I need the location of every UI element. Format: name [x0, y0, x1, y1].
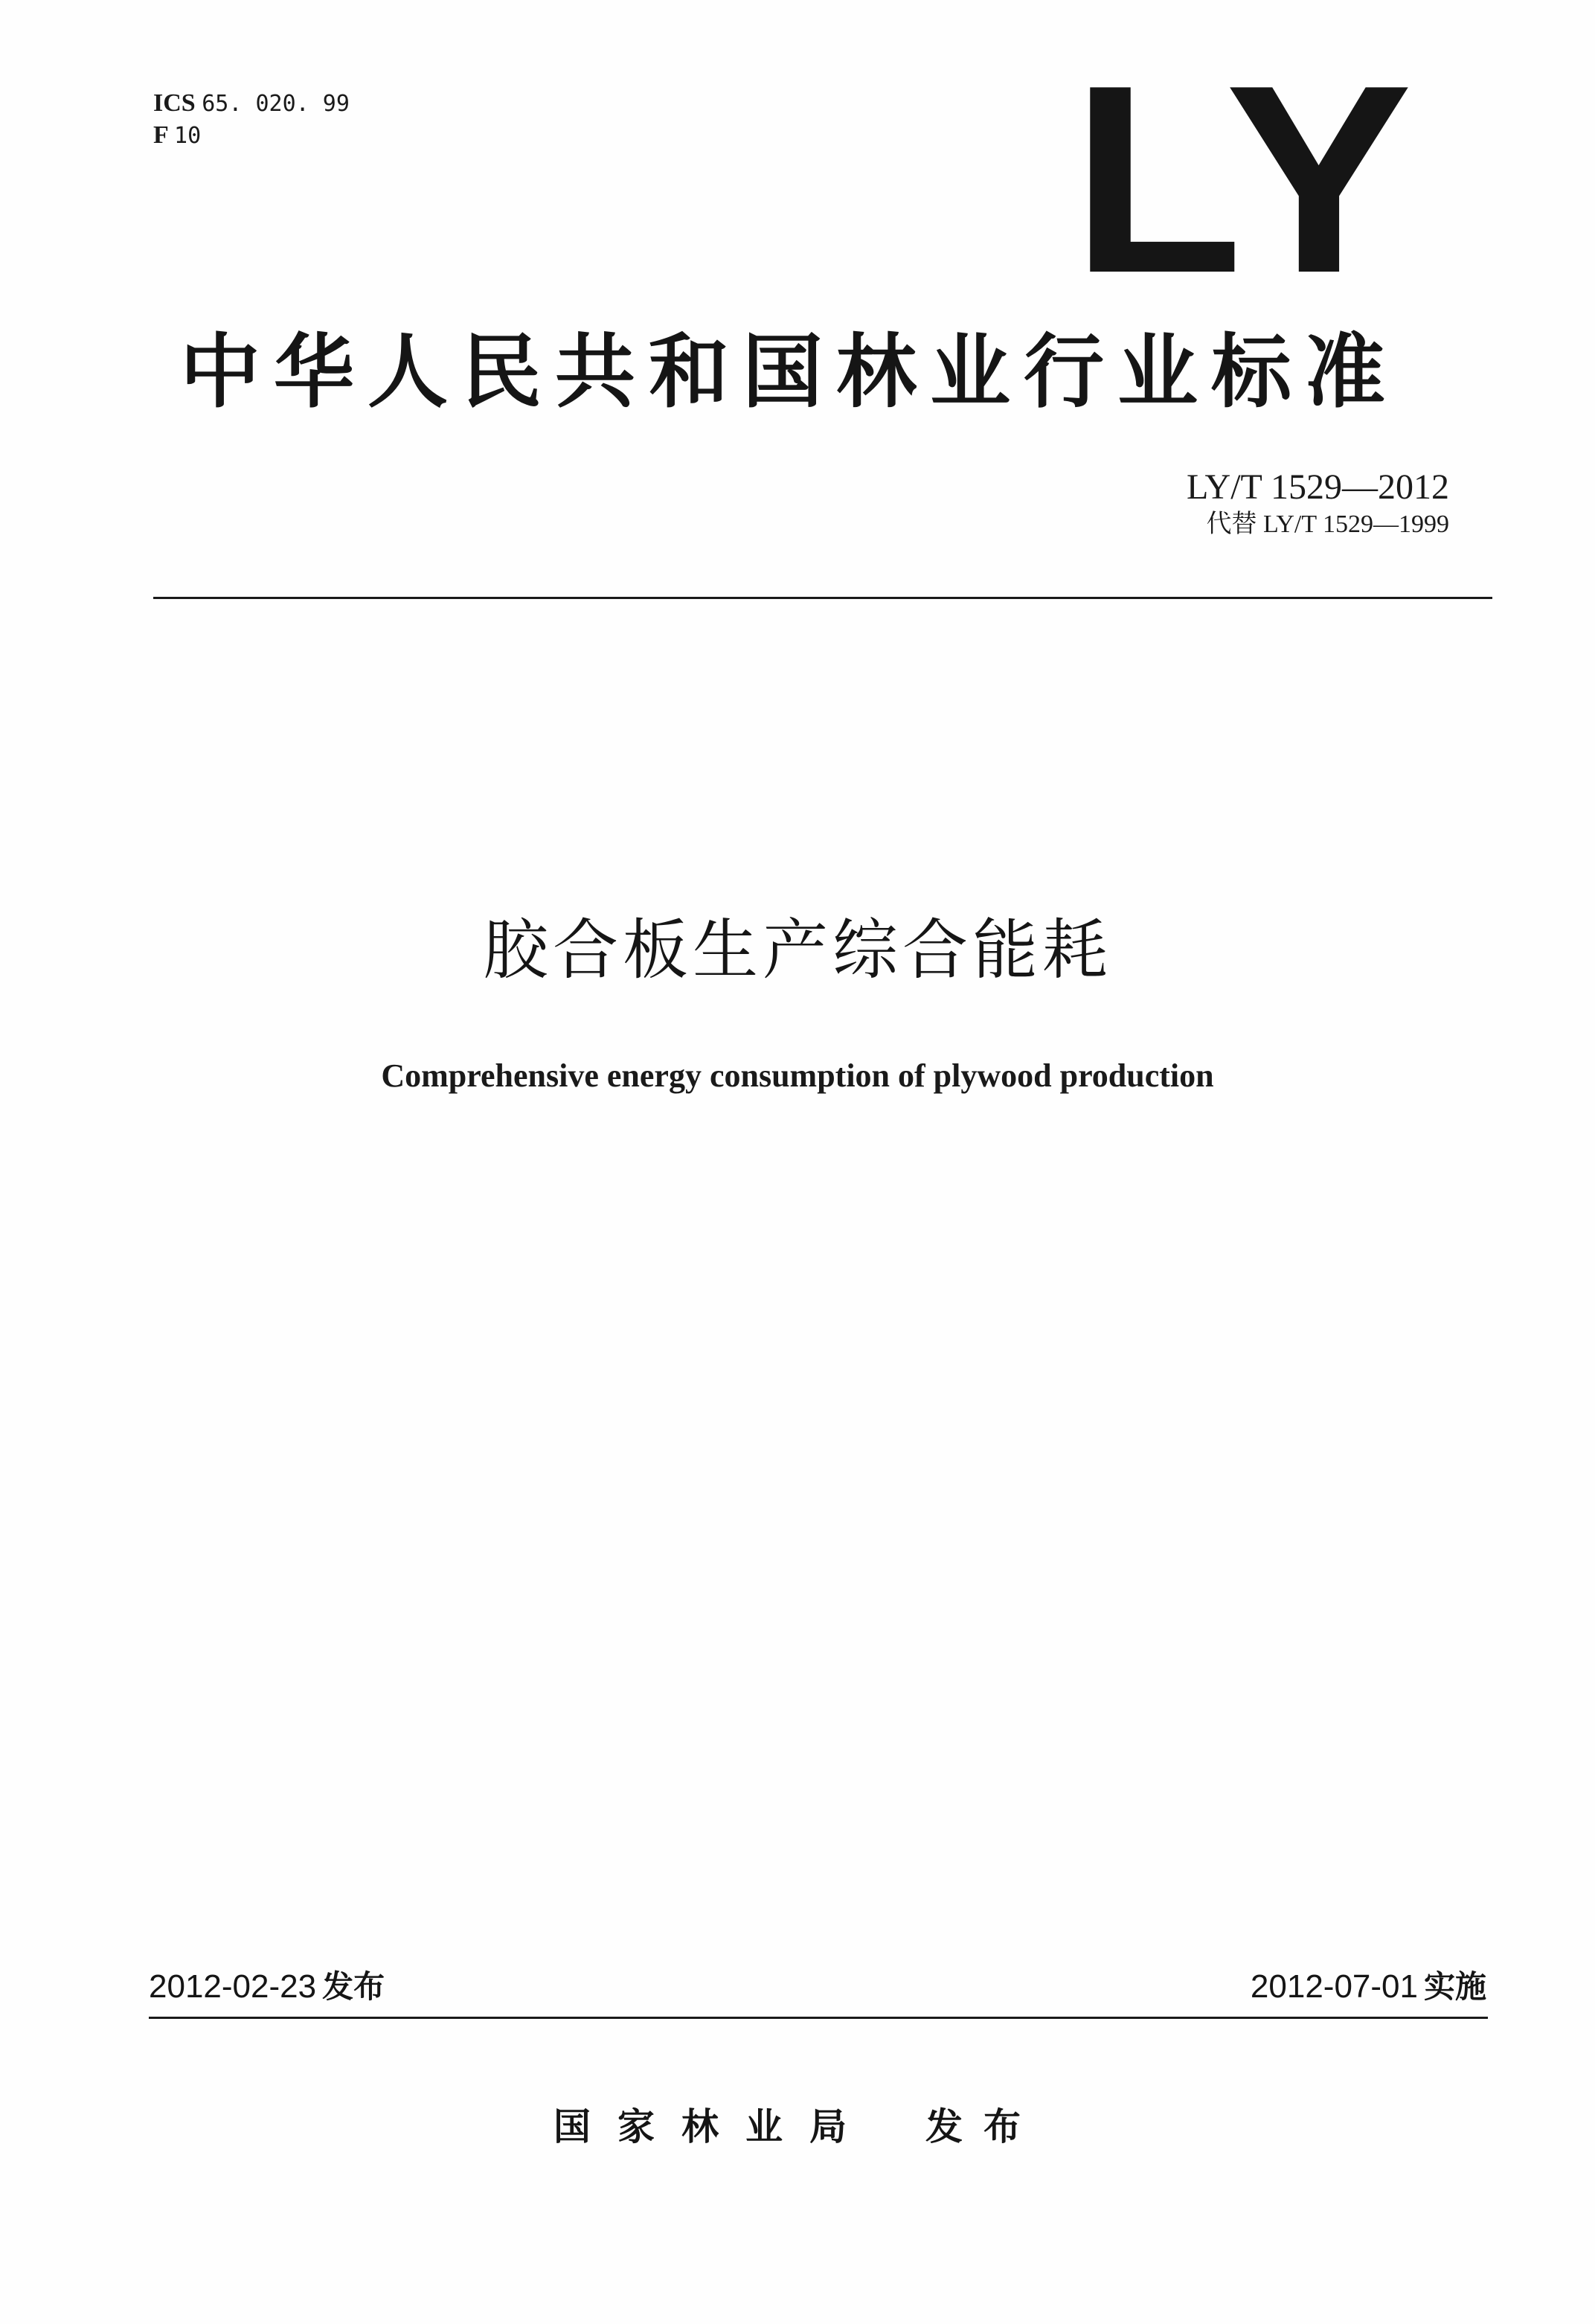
- publisher-organization: 国家林业局: [553, 2105, 873, 2148]
- ics-code: 65. 020. 99: [202, 91, 350, 117]
- document-title-english: Comprehensive energy consumption of plywood production: [381, 1057, 1214, 1094]
- issue-label: 发布: [322, 1968, 385, 2005]
- header-divider: [153, 597, 1492, 599]
- standard-number-block: [1187, 466, 1449, 540]
- ics-line: [153, 88, 350, 120]
- document-title-chinese: 胶合板生产综合能耗: [482, 912, 1112, 988]
- publisher-verb: 发布: [925, 2105, 1042, 2148]
- standard-number: LY/T 1529—2012: [1187, 467, 1449, 507]
- ccs-code: 10: [174, 123, 202, 149]
- issue-date: 2012-02-23: [149, 1968, 317, 2005]
- standard-category-title: 中华人民共和国林业行业标准: [180, 326, 1399, 419]
- implement-date-block: [1251, 1966, 1486, 2008]
- ccs-label: F: [153, 121, 168, 149]
- issue-date-block: [149, 1966, 385, 2008]
- ccs-line: [153, 120, 350, 152]
- implement-label: 实施: [1423, 1968, 1486, 2005]
- classification-codes: [153, 88, 350, 152]
- footer-divider: [149, 2017, 1488, 2019]
- ics-label: ICS: [153, 89, 196, 117]
- implement-date: 2012-07-01: [1250, 1968, 1418, 2005]
- publisher-line: [0, 2103, 1595, 2151]
- replaces-standard: 代替 LY/T 1529—1999: [1206, 510, 1449, 538]
- ly-logo: LY: [1071, 30, 1421, 329]
